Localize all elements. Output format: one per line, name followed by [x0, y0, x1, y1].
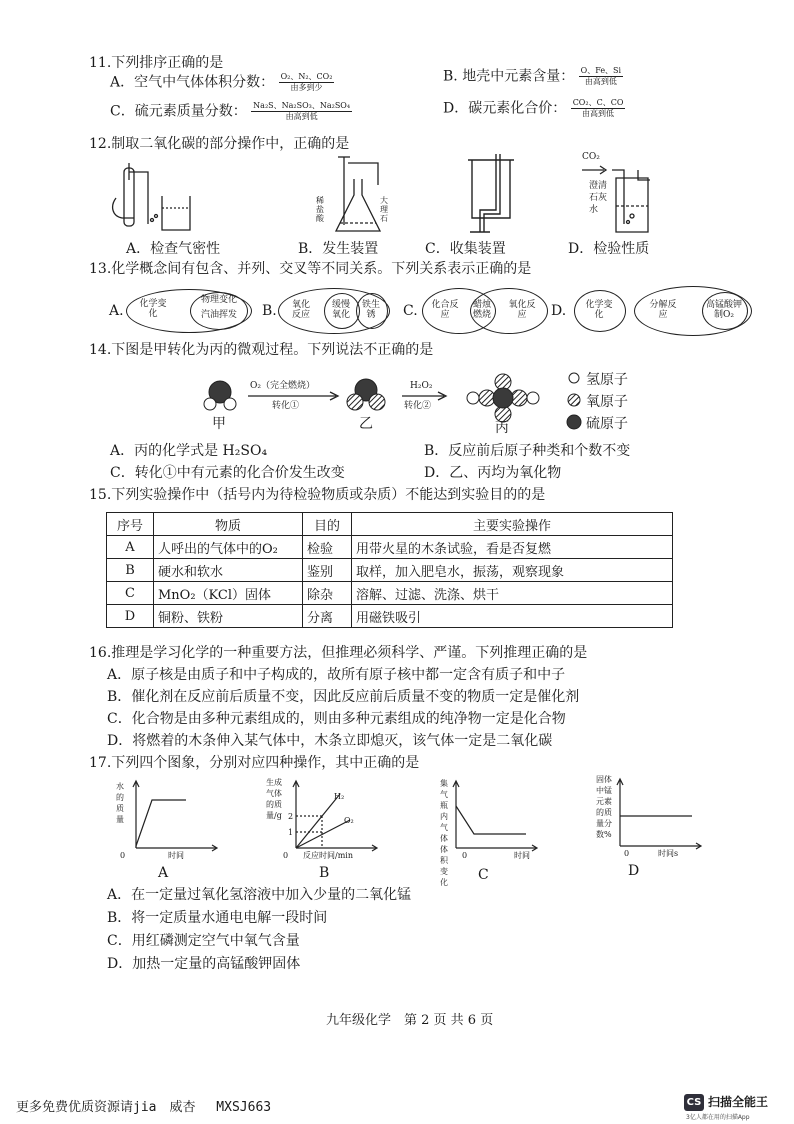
- q16-option-c: C．化合物是由多种元素组成的，则由多种元素组成的纯净物一定是化合物: [107, 711, 566, 727]
- q12-option-c: C．收集装置: [425, 241, 506, 257]
- dilute-hcl-label: 稀盐酸: [316, 196, 324, 223]
- cell-operation: 用带火星的木条试验，看是否复燃: [352, 536, 673, 559]
- q11-b-bot: 由高到低: [584, 77, 617, 86]
- q13-a-text3: 汽油挥发: [200, 310, 237, 320]
- q14-option-a: A．丙的化学式是 H₂SO₄: [110, 443, 268, 459]
- q16-stem: 16.推理是学习化学的一种重要方法，但推理必须科学、严谨。下列推理正确的是: [89, 645, 588, 661]
- q11-c-bot: 由高到低: [285, 112, 318, 121]
- table-row: [107, 605, 673, 628]
- q13-option-b: B.: [262, 303, 277, 319]
- q15-table-header: [107, 513, 673, 536]
- q13-c-text3: 氧化反应: [508, 300, 536, 320]
- q11-b-order: [579, 66, 623, 87]
- q11-a-label: A．空气中气体体积分数：: [110, 74, 275, 91]
- q13-option-d: D.: [551, 303, 567, 319]
- graph-d-y-label: 固体中锰元素的质量分数%: [596, 775, 612, 839]
- graph-d: [600, 776, 710, 858]
- graph-a-zero: 0: [120, 851, 126, 860]
- graph-b-tick-2: 2: [288, 812, 294, 821]
- molecule-bing-label: 丙: [495, 420, 509, 436]
- arrow2-step: 转化②: [404, 401, 432, 411]
- cell-substance: 人呼出的气体中的O₂: [154, 536, 303, 559]
- graph-d-label: D: [628, 863, 640, 879]
- q11-stem: 11.下列排序正确的是: [89, 55, 224, 71]
- q11-c-order: [251, 101, 352, 122]
- table-row: [107, 582, 673, 605]
- graph-b-h2-label: H₂: [334, 792, 345, 801]
- molecule-jia-label: 甲: [212, 416, 226, 432]
- q16-option-b: B．催化剂在反应前后质量不变，因此反应前后质量不变的物质一定是催化剂: [107, 689, 580, 705]
- q11-option-b: [443, 66, 623, 87]
- graph-b-y-label: 生成气体的质量/g: [266, 778, 282, 820]
- q13-b-text2: 缓慢氧化: [331, 300, 350, 320]
- q12-option-d: D．检验性质: [568, 241, 650, 257]
- q13-d-text1: 化学变化: [585, 300, 613, 320]
- graph-a: [116, 778, 226, 860]
- q11-d-label: D．碳元素化合价：: [443, 100, 567, 117]
- q13-a-text2: 物理变化: [200, 295, 237, 305]
- q11-d-order: [571, 98, 626, 119]
- graph-a-y-label: 水的质量: [116, 782, 124, 824]
- cell-substance: MnO₂（KCl）固体: [154, 582, 303, 605]
- q17-option-d: D．加热一定量的高锰酸钾固体: [107, 956, 301, 972]
- q11-b-top: O、Fe、Si: [580, 66, 622, 75]
- footer-promo-text: 更多免费优质资源请jia 威杏 MXSJ663: [16, 1100, 272, 1115]
- graph-a-label: A: [158, 865, 169, 881]
- cell-operation: 溶解、过滤、洗涤、烘干: [352, 582, 673, 605]
- q13-d-text3: 高锰酸钾制O₂: [706, 300, 743, 320]
- q13-option-a: A.: [109, 303, 124, 319]
- q11-a-order: [279, 72, 335, 93]
- arrow1-condition: O₂（完全燃烧）: [250, 381, 315, 391]
- graph-b-o2-label: O₂: [344, 816, 354, 825]
- marble-label: 大理石: [380, 196, 388, 223]
- q13-stem: 13.化学概念间有包含、并列、交叉等不同关系。下列关系表示正确的是: [89, 261, 532, 277]
- legend-oxygen: 氧原子: [586, 394, 628, 410]
- header-operation: 主要实验操作: [352, 513, 673, 536]
- q13-b-text1: 氧化反应: [291, 300, 310, 320]
- q16-option-a: A．原子核是由质子和中子构成的，故所有原子核中都一定含有质子和中子: [107, 667, 566, 683]
- q11-option-d: [443, 98, 625, 119]
- cell-no: A: [107, 536, 154, 559]
- header-purpose: 目的: [303, 513, 352, 536]
- graph-c-x-label: 时间: [514, 851, 530, 860]
- graph-b-tick-1: 1: [288, 828, 294, 837]
- graph-c-y-label: 集气瓶内气体体积变化: [440, 779, 448, 887]
- q11-d-top: CO₂、C、CO: [572, 98, 624, 107]
- cell-purpose: 鉴别: [303, 559, 352, 582]
- q13-a-text1: 化学变化: [139, 299, 167, 319]
- q15-table: [106, 512, 673, 628]
- q12-option-b: B．发生装置: [298, 241, 379, 257]
- header-substance: 物质: [154, 513, 303, 536]
- camscanner-tagline: 3亿人都在用的扫描App: [686, 1114, 750, 1121]
- table-row: [107, 536, 673, 559]
- q11-d-bot: 由高到低: [582, 109, 615, 118]
- arrow1-step: 转化①: [272, 401, 300, 411]
- table-row: [107, 559, 673, 582]
- q11-b-label: B. 地壳中元素含量：: [443, 68, 575, 85]
- cell-operation: 用磁铁吸引: [352, 605, 673, 628]
- q13-c-text1: 化合反应: [431, 300, 459, 320]
- q16-option-d: D．将燃着的木条伸入某气体中，木条立即熄灭，该气体一定是二氧化碳: [107, 733, 553, 749]
- cell-no: D: [107, 605, 154, 628]
- cell-no: C: [107, 582, 154, 605]
- cell-substance: 硬水和软水: [154, 559, 303, 582]
- q14-stem: 14.下图是甲转化为丙的微观过程。下列说法不正确的是: [89, 342, 434, 358]
- q13-option-c: C.: [403, 303, 418, 319]
- q17-stem: 17.下列四个图象，分别对应四种操作，其中正确的是: [89, 755, 420, 771]
- q11-c-top: Na₂S、Na₂SO₃、Na₂SO₄: [253, 101, 351, 110]
- cell-purpose: 分离: [303, 605, 352, 628]
- legend-sulfur: 硫原子: [586, 416, 628, 432]
- q14-option-c: C．转化①中有元素的化合价发生改变: [110, 465, 345, 481]
- co2-inlet-label: CO₂: [582, 152, 600, 162]
- molecule-yi-label: 乙: [359, 416, 373, 432]
- legend-hydrogen: 氢原子: [586, 372, 628, 388]
- graph-c-zero: 0: [462, 851, 468, 860]
- cell-operation: 取样，加入肥皂水，振荡，观察现象: [352, 559, 673, 582]
- graph-d-x-label: 时间s: [658, 849, 679, 858]
- graph-b-zero: 0: [283, 851, 289, 860]
- q17-option-b: B．将一定质量水通电电解一段时间: [107, 910, 328, 926]
- q14-option-b: B．反应前后原子种类和个数不变: [424, 443, 631, 459]
- cell-purpose: 检验: [303, 536, 352, 559]
- q12-option-a: A．检查气密性: [126, 241, 221, 257]
- q13-c-text2: 蜡烛燃烧: [472, 300, 491, 320]
- graph-b-label: B: [319, 865, 330, 881]
- collection-apparatus-image: [460, 152, 530, 237]
- cell-no: B: [107, 559, 154, 582]
- q11-a-bot: 由多到少: [290, 83, 323, 92]
- cell-purpose: 除杂: [303, 582, 352, 605]
- q15-stem: 15.下列实验操作中（括号内为待检验物质或杂质）不能达到实验目的的是: [89, 487, 546, 503]
- q17-option-a: A．在一定量过氧化氢溶液中加入少量的二氧化锰: [107, 887, 412, 903]
- camscanner-brand: 扫描全能王: [708, 1095, 769, 1109]
- airtight-check-apparatus-image: [108, 158, 198, 240]
- q13-b-text3: 铁生锈: [361, 300, 380, 320]
- page-number: 九年级化学 第 2 页 共 6 页: [326, 1013, 494, 1028]
- q11-a-top: O₂、N₂、CO₂: [280, 72, 333, 81]
- limewater-label: 澄清石灰水: [589, 181, 608, 215]
- camscanner-logo: CS: [684, 1094, 704, 1111]
- graph-a-x-label: 时间: [168, 851, 184, 860]
- graph-b-x-label: 反应时间/min: [303, 851, 353, 860]
- q12-stem: 12.制取二氧化碳的部分操作中，正确的是: [89, 136, 350, 152]
- q11-option-a: [110, 72, 334, 93]
- q13-d-text2: 分解反应: [649, 300, 677, 320]
- q11-option-c: [110, 101, 352, 122]
- graph-c-label: C: [478, 867, 489, 883]
- graph-d-zero: 0: [624, 849, 630, 858]
- q17-option-c: C．用红磷测定空气中氧气含量: [107, 933, 300, 949]
- cell-substance: 铜粉、铁粉: [154, 605, 303, 628]
- header-no: 序号: [107, 513, 154, 536]
- arrow2-condition: H₂O₂: [410, 381, 433, 391]
- q14-option-d: D．乙、丙均为氧化物: [424, 465, 562, 481]
- q11-c-label: C．硫元素质量分数：: [110, 103, 247, 120]
